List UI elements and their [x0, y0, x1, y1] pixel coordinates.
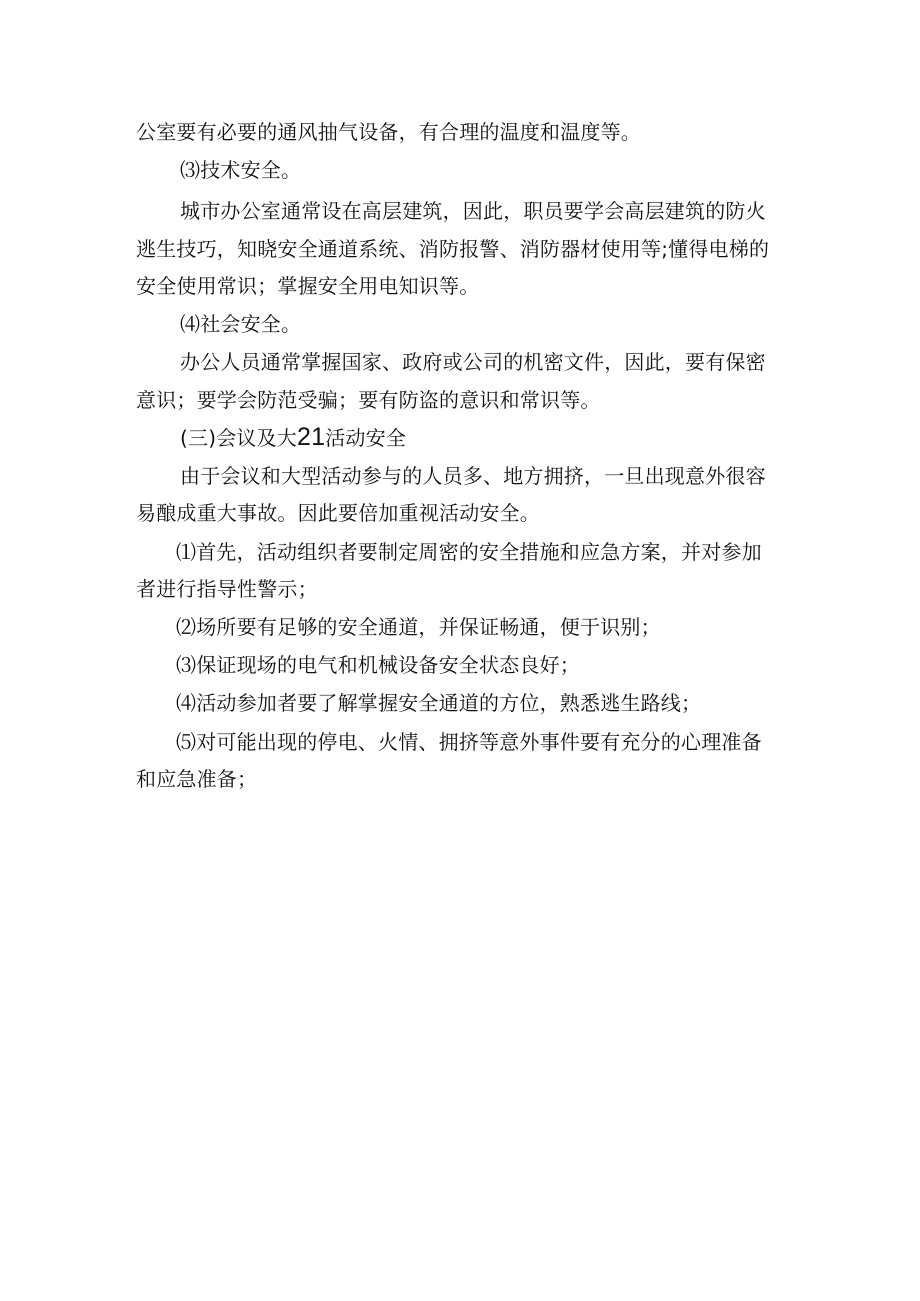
section-heading	[180, 424, 776, 451]
section-heading: ⑷社会安全。	[180, 312, 302, 336]
list-item: ⑷活动参加者要了解掌握安全通道的方位，熟悉逃生路线；	[176, 691, 702, 715]
list-item: ⑵场所要有足够的安全通道，并保证畅通，便于识别；	[176, 615, 661, 639]
list-item: ⑸对可能出现的停电、火情、拥挤等意外事件要有充分的心理准备	[176, 730, 762, 754]
heading-number: 21	[297, 423, 326, 451]
paragraph-line: 公室要有必要的通风抽气设备，有合理的温度和温度等。	[136, 120, 641, 144]
paragraph-line: 安全使用常识；掌握安全用电知识等。	[136, 274, 480, 298]
paragraph-line: 由于会议和大型活动参与的人员多、地方拥挤，一旦出现意外很容	[180, 464, 766, 488]
paragraph-line: 办公人员通常掌握国家、政府或公司的机密文件，因此，要有保密	[180, 350, 766, 374]
heading-part: (三)会议及大	[180, 426, 298, 450]
paragraph-line: 易酿成重大事故。因此要倍加重视活动安全。	[136, 501, 540, 525]
section-heading: ⑶技术安全。	[180, 158, 302, 182]
paragraph-line: 者进行指导性警示；	[136, 577, 318, 601]
list-item: ⑴首先，活动组织者要制定周密的安全措施和应急方案，并对参加	[176, 540, 762, 564]
paragraph-line: 意识；要学会防范受骗；要有防盗的意识和常识等。	[136, 388, 601, 412]
heading-part: 活动安全	[325, 426, 407, 450]
paragraph-line: 逃生技巧，知晓安全通道系统、消防报警、消防器材使用等;懂得电梯的	[136, 237, 770, 261]
list-item: ⑶保证现场的电气和机械设备安全状态良好；	[176, 653, 580, 677]
paragraph-line: 和应急准备；	[136, 767, 258, 791]
paragraph-line: 城市办公室通常设在高层建筑，因此，职员要学会高层建筑的防火	[180, 199, 766, 223]
